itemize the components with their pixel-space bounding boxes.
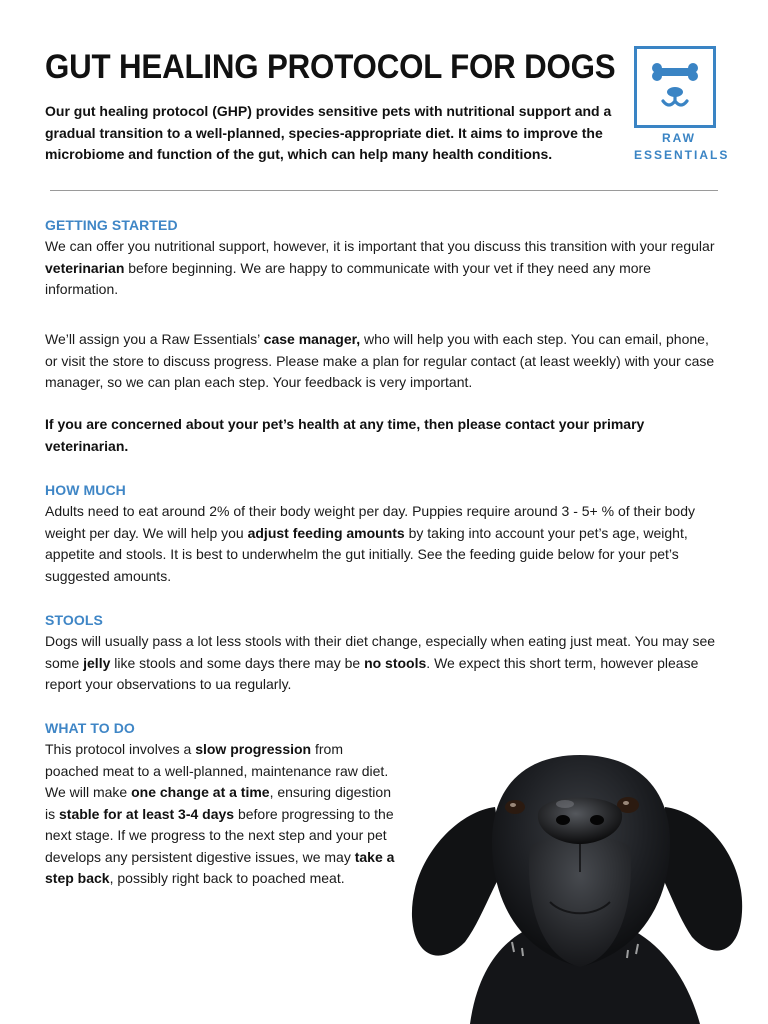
what-to-do-paragraph: This protocol involves a slow progression from poached meat to a well-planned, maintenance raw diet. We will make one change at a time, ensuring digestion is stable for at least 3-4 days before progressing to the next stage. If we progress to the next step and your pet develops any persistent digestive issues, we may take a step back, possibly right back to poached meat. [45, 741, 395, 886]
heading-what-to-do: WHAT TO DO [45, 720, 135, 736]
heading-how-much: HOW MUCH [45, 482, 126, 498]
getting-started-warning: If you are concerned about your pet’s health at any time, then please contact your primary veterinarian. [45, 416, 645, 454]
heading-stools: STOOLS [45, 612, 103, 628]
logo-text-raw: RAW [662, 131, 696, 145]
dog-photo [400, 752, 768, 1024]
brand-logo [634, 46, 730, 166]
logo-text-essentials: ESSENTIALS [634, 148, 730, 162]
section-divider [50, 190, 718, 191]
dog-face-bone-icon [637, 49, 713, 125]
page-title: GUT HEALING PROTOCOL FOR DOGS [45, 48, 616, 86]
intro-paragraph: Our gut healing protocol (GHP) provides sensitive pets with nutritional support and a gradual transition to a well-planned, species-appropriate diet. It aims to improve the microbiome and function of the gut, which can help many health conditions. [45, 103, 612, 162]
getting-started-paragraph-1: We can offer you nutritional support, however, it is important that you discuss this transition with your regular veterinarian before beginning. We are happy to communicate with your vet if they need any more information. [45, 238, 715, 297]
how-much-paragraph: Adults need to eat around 2% of their body weight per day. Puppies require around 3 - 5+ % of their body weight per day. We will help you adjust feeding amounts by taking into account your pet’s age, weight, appetite and stools. It is best to underwhelm the gut initially. See the feeding guide below for your pet’s suggested amounts. [45, 503, 695, 584]
getting-started-paragraph-2: We’ll assign you a Raw Essentials’ case manager, who will help you with each step. You can email, phone, or visit the store to discuss progress. Please make a plan for regular contact (at least weekly) with your case manager, so we can plan each step. Your feedback is very important. [45, 331, 715, 390]
stools-paragraph: Dogs will usually pass a lot less stools with their diet change, especially when eating just meat. You may see some jelly like stools and some days there may be no stools. We expect this short term, however please report your observations to ua regularly. [45, 633, 716, 692]
logo-frame [634, 46, 716, 128]
heading-getting-started: GETTING STARTED [45, 217, 178, 233]
